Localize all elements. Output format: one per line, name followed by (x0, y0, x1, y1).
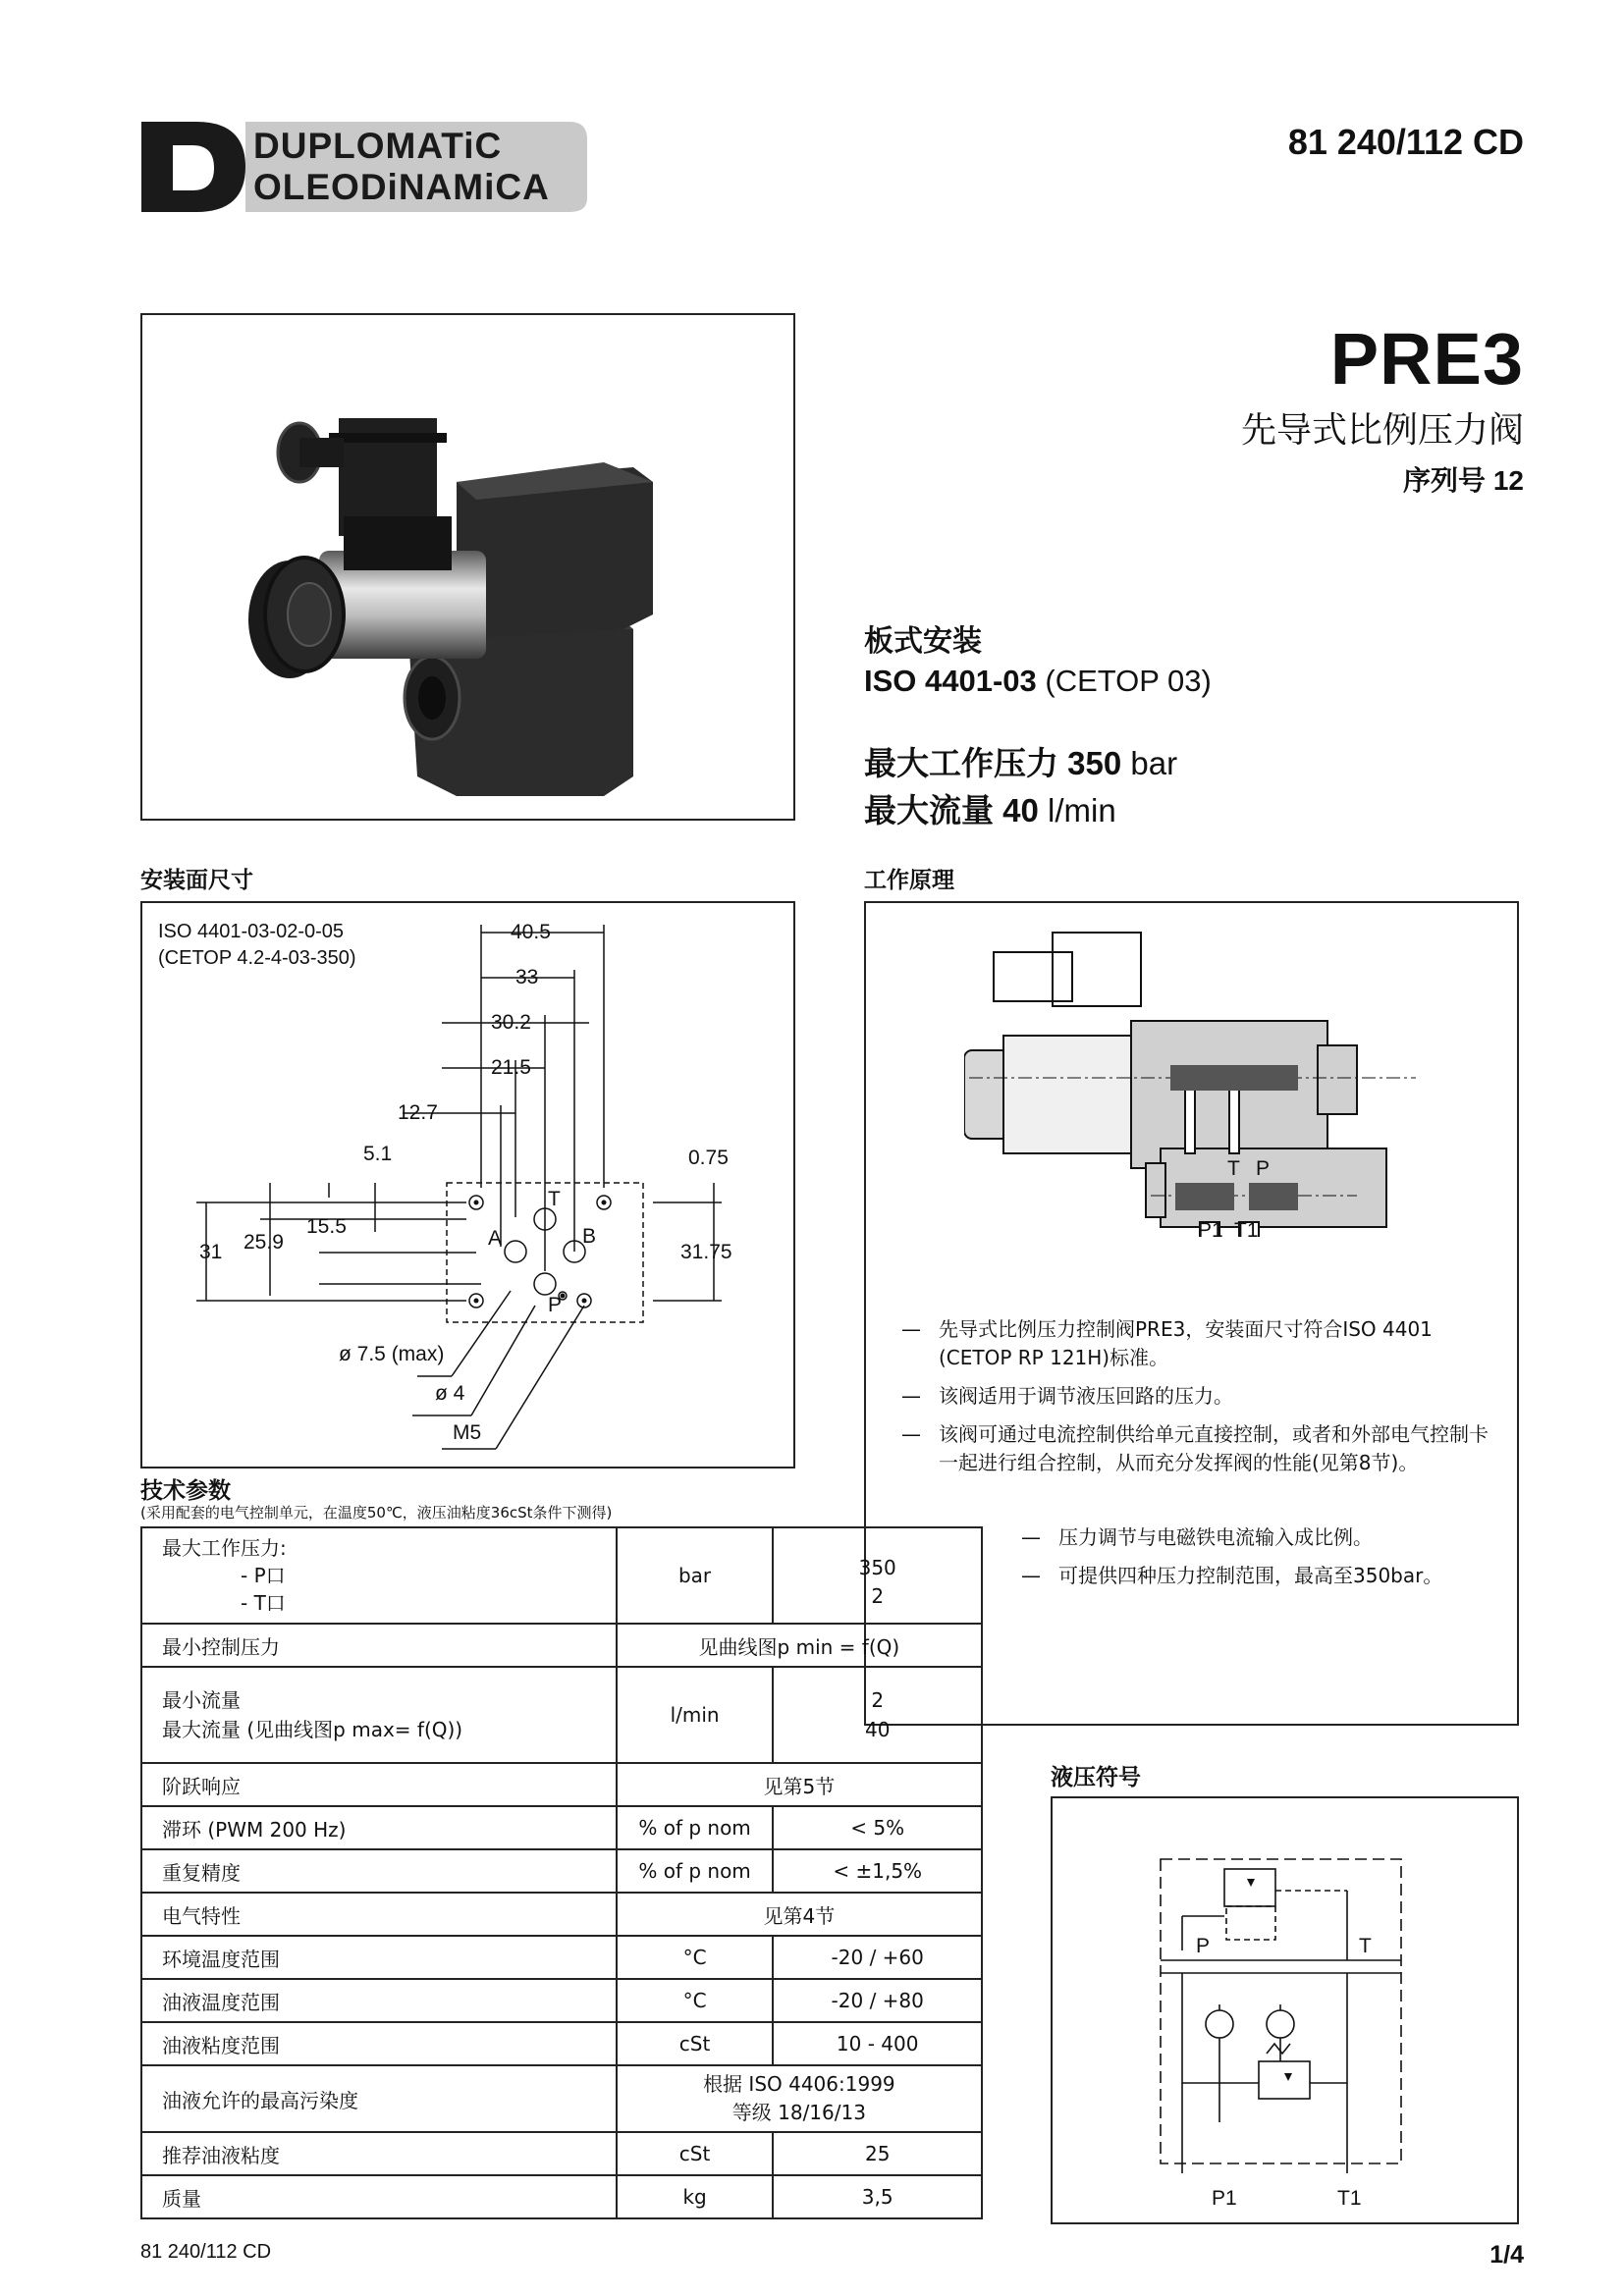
specs-note: (采用配套的电气控制单元，在温度50℃，液压油粘度36cSt条件下测得) (140, 1504, 613, 1522)
dim-5-1: 5.1 (363, 1143, 393, 1165)
spec-label: 重复精度 (141, 1849, 617, 1893)
max-flow-unit: l/min (1038, 792, 1116, 828)
port-t-label: T (548, 1188, 561, 1210)
callout-pin: ø 4 (435, 1382, 465, 1405)
product-name: 先导式比例压力阀 (1240, 410, 1524, 451)
section-t1-label: T1 (1234, 1219, 1259, 1237)
footer-code: 81 240/112 CD (140, 2241, 272, 2263)
symbol-p1-label: P1 (1212, 2187, 1237, 2210)
dim-21-5: 21.5 (491, 1056, 531, 1079)
principle-bullet: — 先导式比例压力控制阀PRE3，安装面尺寸符合ISO 4401 (CETOP RP 121H)标准。 (901, 1317, 1433, 1369)
cetop-code: (CETOP 03) (1036, 664, 1212, 698)
spec-label: 油液粘度范围 (141, 2022, 617, 2065)
max-pressure-unit: bar (1121, 745, 1178, 781)
dim-25-9: 25.9 (244, 1231, 284, 1254)
principle-bullet: — 该阀可通过电流控制供给单元直接控制，或者和外部电气控制卡一起进行组合控制，从而充分发挥阀的性能(见第8节)。 (901, 1422, 1489, 1474)
dim-40-5: 40.5 (511, 921, 551, 943)
spec-unit: l/min (617, 1667, 774, 1763)
spec-value: 见第4节 (617, 1893, 982, 1936)
dim-31: 31 (199, 1241, 223, 1263)
spec-label: 阶跃响应 (141, 1763, 617, 1806)
specs-table (140, 1526, 983, 2219)
max-flow-label: 最大流量 (864, 791, 994, 829)
mounting-dimension-drawing (142, 903, 793, 1467)
symbol-t-label: T (1359, 1935, 1372, 1957)
table-row (141, 1527, 982, 1624)
spec-label: 油液温度范围 (141, 1979, 617, 2022)
series-number (1403, 459, 1524, 499)
valve-photo-illustration (142, 315, 793, 819)
table-row (141, 2175, 982, 2218)
product-model: PRE3 (1329, 318, 1524, 400)
series-value: 12 (1492, 465, 1524, 496)
spec-label: 电气特性 (141, 1893, 617, 1936)
table-row (141, 1763, 982, 1806)
table-row (141, 2132, 982, 2175)
symbol-title: 液压符号 (1051, 1765, 1141, 1790)
spec-label: 滞环 (PWM 200 Hz) (141, 1806, 617, 1849)
spec-unit: bar (617, 1527, 774, 1624)
dim-15-5: 15.5 (306, 1215, 347, 1238)
spec-unit: cSt (617, 2132, 774, 2175)
table-row (141, 1806, 982, 1849)
callout-bore: ø 7.5 (max) (339, 1343, 445, 1365)
table-row (141, 1667, 982, 1763)
dim-0-75: 0.75 (688, 1147, 729, 1169)
table-row (141, 1936, 982, 1979)
spec-label: 最大工作压力: - P口 - T口 (141, 1527, 617, 1624)
section-p-label: P (1256, 1157, 1271, 1180)
hydraulic-symbol-drawing (1053, 1798, 1517, 2222)
iso-standard (864, 664, 1212, 699)
dim-31-75: 31.75 (680, 1241, 732, 1263)
logo-line1: DUPLOMATiC (253, 126, 503, 166)
mounting-surface-drawing (140, 901, 795, 1468)
port-b-label: B (582, 1225, 597, 1248)
section-t-label: T (1227, 1157, 1240, 1180)
dim-12-7: 12.7 (398, 1101, 438, 1124)
spec-value: < 5% (773, 1806, 982, 1849)
spec-value: 25 (773, 2132, 982, 2175)
spec-unit: °C (617, 1936, 774, 1979)
spec-label: 最小控制压力 (141, 1624, 617, 1667)
spec-label: 最小流量 最大流量 (见曲线图p max= f(Q)) (141, 1667, 617, 1763)
symbol-p-label: P (1196, 1935, 1211, 1957)
table-row (141, 1979, 982, 2022)
symbol-t1-label: T1 (1337, 2187, 1362, 2210)
product-photo (140, 313, 795, 821)
iso-code: ISO 4401-03 (864, 664, 1037, 698)
table-row (141, 1849, 982, 1893)
max-pressure (864, 738, 1177, 784)
spec-value: 见曲线图p min = f(Q) (617, 1624, 982, 1667)
spec-value: 见第5节 (617, 1763, 982, 1806)
doc-code: 81 240/112 CD (1287, 122, 1524, 162)
company-logo (137, 116, 589, 218)
specs-title: 技术参数 (140, 1478, 231, 1504)
spec-value: 10 - 400 (773, 2022, 982, 2065)
principle-bullet: — 压力调节与电磁铁电流输入成比例。 (1021, 1525, 1373, 1549)
logo-line2: OLEODiNAMiCA (253, 167, 550, 207)
table-row (141, 2065, 982, 2132)
section-p1-label: P1 (1198, 1219, 1223, 1237)
spec-unit: cSt (617, 2022, 774, 2065)
spec-value: -20 / +80 (773, 1979, 982, 2022)
dim-33: 33 (515, 966, 539, 988)
table-row (141, 1893, 982, 1936)
spec-unit: % of p nom (617, 1849, 774, 1893)
spec-unit: kg (617, 2175, 774, 2218)
max-flow (864, 785, 1116, 831)
table-row (141, 1624, 982, 1667)
mount-type: 板式安装 (864, 624, 982, 659)
spec-label: 质量 (141, 2175, 617, 2218)
dim-30-2: 30.2 (491, 1011, 531, 1034)
std-line2: (CETOP 4.2-4-03-350) (158, 947, 356, 969)
max-flow-value: 40 (1002, 792, 1039, 828)
port-a-label: A (488, 1227, 503, 1250)
principle-title: 工作原理 (864, 868, 954, 893)
spec-label: 油液允许的最高污染度 (141, 2065, 617, 2132)
callout-thread: M5 (453, 1421, 482, 1444)
std-line1: ISO 4401-03-02-0-05 (158, 921, 345, 942)
valve-section-drawing (964, 923, 1416, 1237)
hydraulic-symbol-box (1051, 1796, 1519, 2224)
spec-unit: % of p nom (617, 1806, 774, 1849)
principle-bullets-2 (1021, 1523, 1507, 1600)
table-row (141, 2022, 982, 2065)
spec-value: 3,5 (773, 2175, 982, 2218)
spec-value: < ±1,5% (773, 1849, 982, 1893)
max-pressure-label: 最大工作压力 (864, 744, 1058, 782)
spec-value: 2 40 (773, 1667, 982, 1763)
spec-value: 根据 ISO 4406:1999 等级 18/16/13 (617, 2065, 982, 2132)
max-pressure-value: 350 (1067, 745, 1122, 781)
principle-bullet: — 可提供四种压力控制范围，最高至350bar。 (1021, 1564, 1443, 1587)
principle-bullet: — 该阀适用于调节液压回路的压力。 (901, 1384, 1233, 1408)
spec-value: -20 / +60 (773, 1936, 982, 1979)
principle-bullets (901, 1315, 1505, 1487)
page-number: 1/4 (1489, 2241, 1524, 2269)
spec-label: 推荐油液粘度 (141, 2132, 617, 2175)
mounting-surface-title: 安装面尺寸 (140, 868, 253, 893)
port-p-label: P (548, 1294, 563, 1316)
spec-unit: °C (617, 1979, 774, 2022)
series-label: 序列号 (1403, 465, 1487, 496)
spec-value: 350 2 (773, 1527, 982, 1624)
spec-label: 环境温度范围 (141, 1936, 617, 1979)
